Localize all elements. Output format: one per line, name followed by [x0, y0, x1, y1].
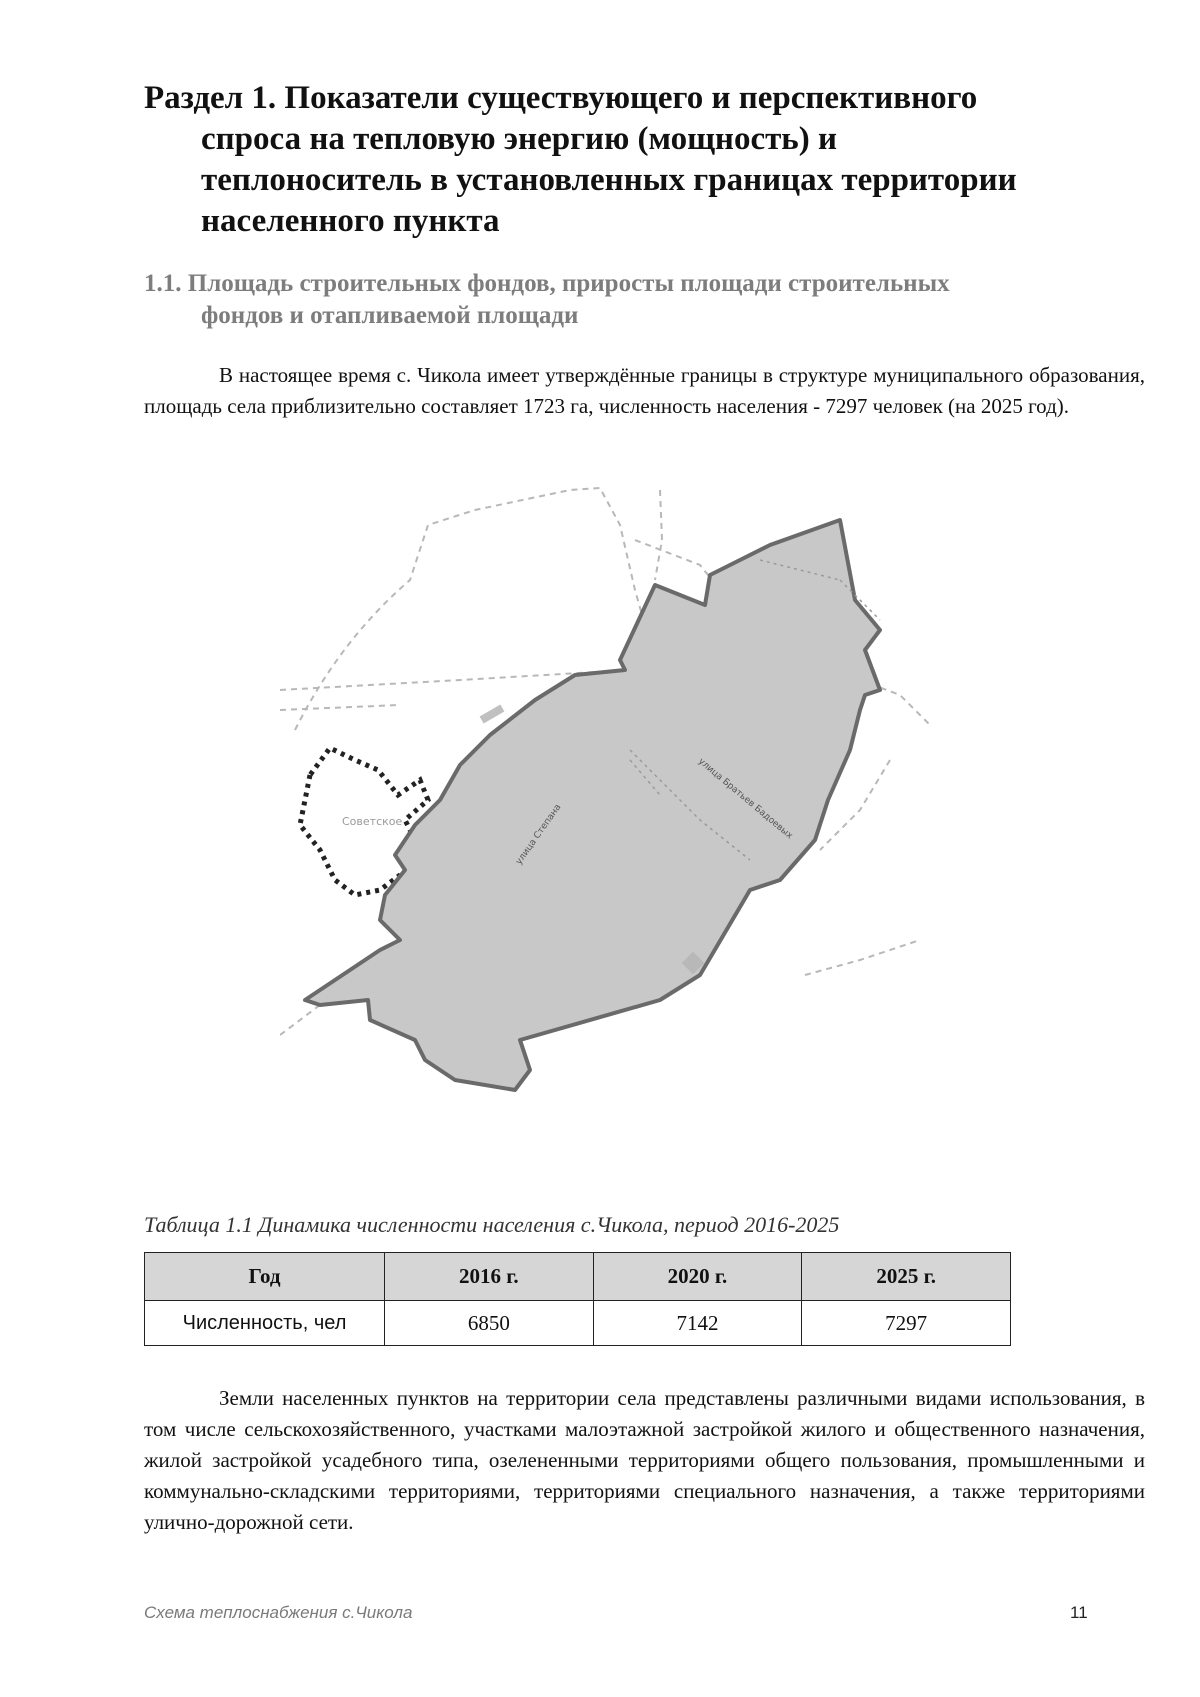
subsection-heading-line-1: 1.1. Площадь строительных фондов, приросты площади строительных	[144, 270, 950, 297]
street-label-2: улица Братьев Бадоевых	[696, 756, 795, 842]
section-heading-line-4: населенного пункта	[201, 203, 500, 239]
table-header-2025: 2025 г.	[802, 1253, 1011, 1301]
village-boundary	[305, 520, 880, 1090]
land-use-paragraph: Земли населенных пунктов на территории села представлены различными видами использования, в том числе сельскохозяйственного, участками малоэтажной застройкой жилого и общественного назначения, жилой застройкой усадебного типа, озелененными территориями общего пользования, промышленными и коммунально-складскими территориями, территориями специального назначения, а также территориями улично-дорожной сети.	[144, 1386, 1145, 1534]
subsection-heading-line-2: фондов и отапливаемой площади	[201, 302, 579, 329]
population-table	[144, 1252, 1011, 1346]
table-cell-2020: 7142	[593, 1301, 802, 1346]
table-row-label: Численность, чел	[145, 1301, 385, 1346]
subsection-heading	[144, 268, 1104, 332]
section-heading-line-1: Раздел 1. Показатели существующего и перспективного	[144, 80, 978, 116]
building-1	[480, 705, 505, 724]
table-header-row	[145, 1253, 1011, 1301]
section-heading-line-2: спроса на тепловую энергию (мощность) и	[201, 121, 838, 157]
table-cell-2025: 7297	[802, 1301, 1011, 1346]
intro-paragraph: В настоящее время с. Чикола имеет утверждённые границы в структуре муниципального образования, площадь села приблизительно составляет 1723 га, численность населения - 7297 человек (на 2025 год).	[144, 363, 1145, 418]
table-row	[145, 1301, 1011, 1346]
section-heading	[144, 78, 1104, 242]
map-label-neighbor: Советское	[342, 815, 403, 828]
village-map	[280, 480, 980, 1140]
table-caption: Таблица 1.1 Динамика численности населения с.Чикола, период 2016-2025	[144, 1212, 840, 1237]
table-header-2020: 2020 г.	[593, 1253, 802, 1301]
street-label-1: улица Степана	[514, 802, 564, 867]
table-cell-2016: 6850	[385, 1301, 594, 1346]
footer-page-number: 11	[1070, 1603, 1088, 1622]
section-heading-line-3: теплоноситель в установленных границах территории	[201, 162, 1017, 198]
table-header-year: Год	[145, 1253, 385, 1301]
table-header-2016: 2016 г.	[385, 1253, 594, 1301]
footer-document-title: Схема теплоснабжения с.Чикола	[144, 1603, 413, 1622]
